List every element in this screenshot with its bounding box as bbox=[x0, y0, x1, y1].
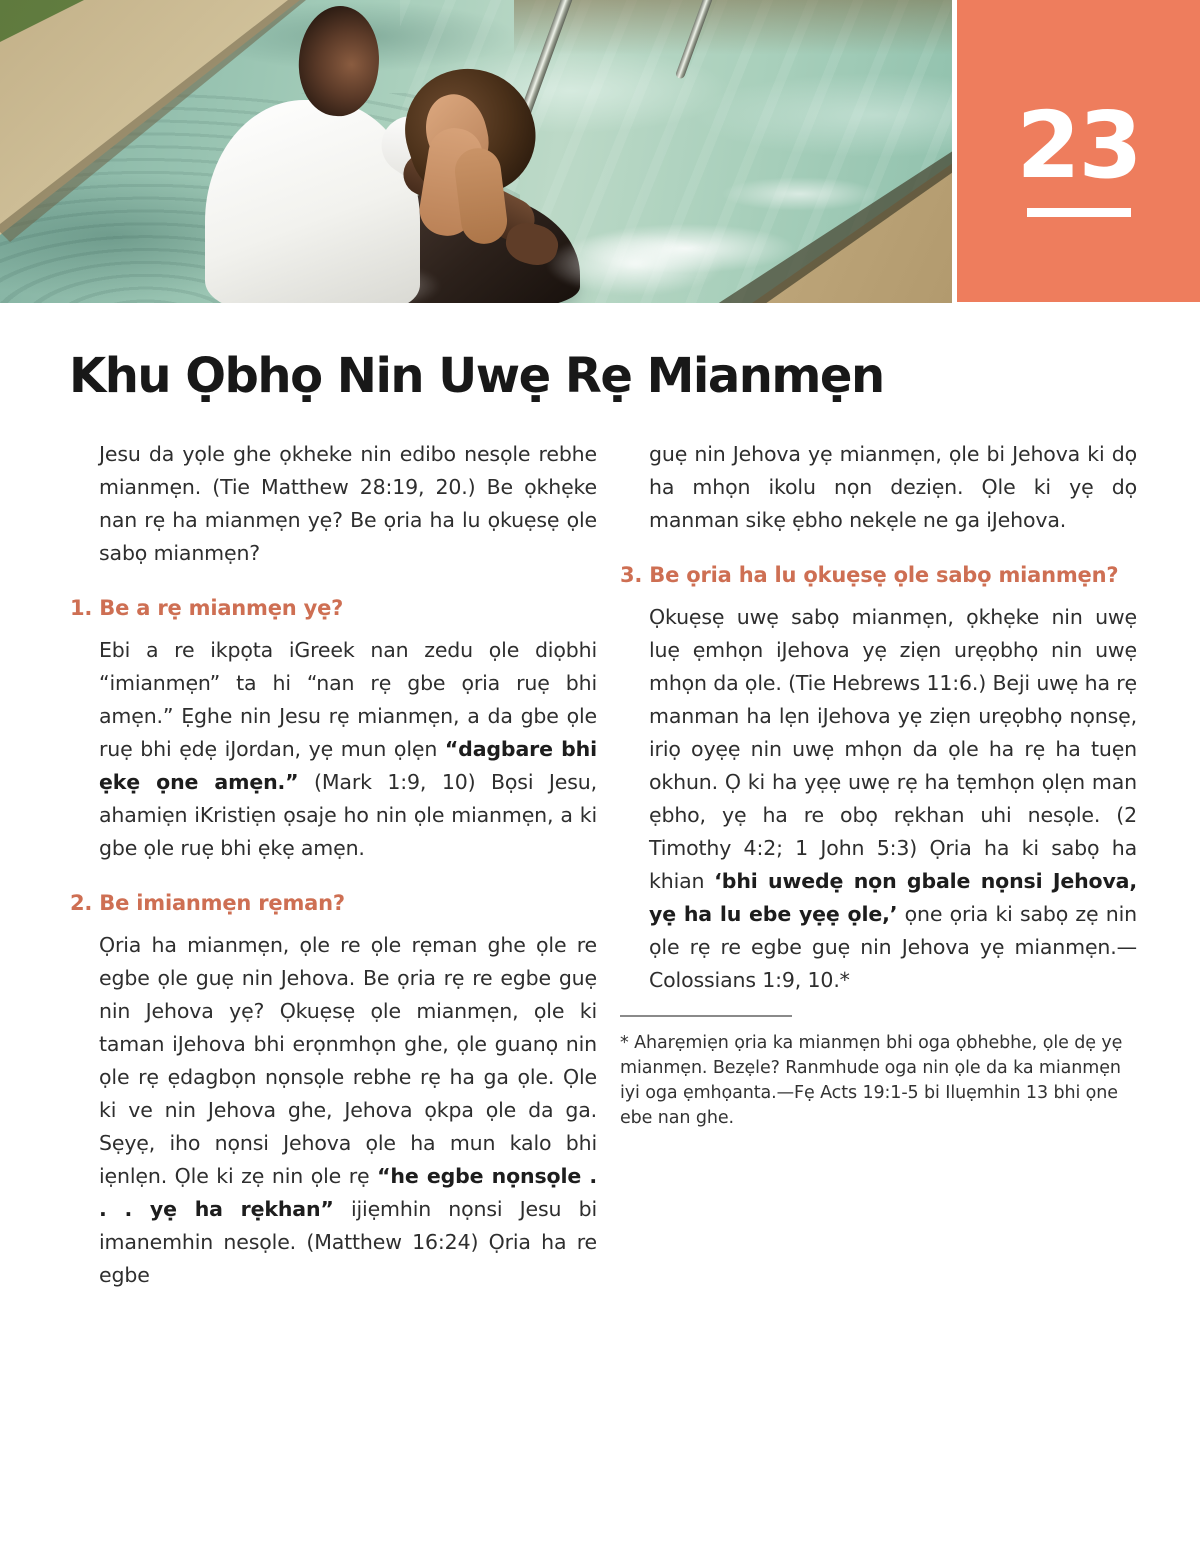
tree-reflection bbox=[514, 0, 952, 64]
column-right bbox=[620, 438, 1137, 1131]
footnote-separator bbox=[620, 1015, 792, 1017]
section-paragraph-2: Ọria ha mianmẹn, ọle re ọle rẹman ghe ọle re egbe ọle guẹ nin Jehova. Be ọria rẹ re egbe guẹ nin Jehova yẹ? Ọkuẹsẹ ọle mianmẹn, ọle ki taman iJehova bhi erọnmhọn ghe, ọle guanọ nin ọle rẹ ẹdagbọn nọnsọle rebhe rẹ ha ga ọle. Ọle ki ve nin Jehova ghe, Jehova ọkpa ọle da ga. Sẹyẹ, iho nọnsi Jehova ọle ha mun kalo bhi iẹnlẹn. Ọle ki zẹ nin ọle rẹ “he egbe nọnsọle . . . yẹ ha rẹkhan” ijiẹmhin nọnsi Jesu bi imanemhin nesọle. (Matthew 16:24) Ọria ha re egbe bbox=[99, 933, 597, 1287]
footnote bbox=[620, 1015, 1137, 1131]
section-heading-2: 2. Be imianmẹn rẹman? bbox=[70, 891, 345, 915]
page-title: Khu Ọbhọ Nin Uwẹ Rẹ Mianmẹn bbox=[69, 348, 884, 404]
chapter-number: 23 bbox=[1016, 91, 1141, 199]
continuation-paragraph: guẹ nin Jehova yẹ mianmẹn, ọle bi Jehova ki dọ ha mhọn ikolu nọn deziẹn. Ọle ki yẹ dọ manman sikẹ ẹbho nekẹle ne ga iJehova. bbox=[649, 442, 1137, 532]
section-paragraph-3: Ọkuẹsẹ uwẹ sabọ mianmẹn, ọkhẹke nin uwẹ luẹ ẹmhọn iJehova yẹ ziẹn urẹọbhọ nin uwẹ mhọn da ọle. (Tie Hebrews 11:6.) Beji uwẹ ha rẹ manman ha lẹn iJehova yẹ ziẹn urẹọbhọ nọnsẹ, iriọ oyẹẹ nin uwẹ mhọn da ọle ha rẹ ha tuẹn okhun. Ọ ki ha yẹẹ uwẹ rẹ ha tẹmhọn ọlẹn man ẹbho, yẹ ha re obọ rẹkhan uhi nesọle. (2 Timothy 4:2; 1 John 5:3) Ọria ha ki sabọ ha khian ‘bhi uwedẹ nọn gbale nọnsi Jehova, yẹ ha lu ebe yẹẹ ọle,’ ọne ọria ki sabọ zẹ nin ọle rẹ re egbe guẹ nin Jehova yẹ mianmẹn.—Colossians 1:9, 10.* bbox=[649, 605, 1138, 992]
column-left bbox=[70, 438, 597, 1292]
section-heading-1: 1. Be a rẹ mianmẹn yẹ? bbox=[70, 596, 344, 620]
water-splash bbox=[545, 232, 725, 296]
chapter-number-box bbox=[957, 0, 1200, 302]
chapter-number-underline bbox=[1027, 208, 1131, 217]
intro-paragraph: Jesu da yọle ghe ọkheke nin edibo nesọle rebhe mianmẹn. (Tie Matthew 28:19, 20.) Be ọkhẹke nan rẹ ha mianmẹn yẹ? Be ọria ha lu ọkuẹsẹ ọle sabọ mianmẹn? bbox=[99, 442, 597, 565]
section-paragraph-1: Ebi a re ikpọta iGreek nan zedu ọle diọbhi “imianmẹn” ta hi “nan rẹ gbe ọria ruẹ bhi amẹn.” Ẹghe nin Jesu rẹ mianmẹn, a da gbe ọle ruẹ bhi ẹdẹ iJordan, yẹ mun ọlẹn “dagbare bhi ẹkẹ ọne amẹn.” (Mark 1:9, 10) Bọsi Jesu, ahamiẹn iKristiẹn ọsaje ho nin ọle mianmẹn, a ki gbe ọle ruẹ bhi ẹkẹ amẹn. bbox=[99, 638, 597, 860]
footnote-text: * Aharẹmiẹn ọria ka mianmẹn bhi oga ọbhebhe, ọle dẹ yẹ mianmẹn. Bezẹle? Ranmhude oga nin ọle da ka mianmẹn iyi oga ẹmhọanta.—Fẹ Acts 19:1-5 bi Iluẹmhin 13 bhi ọne ebe nan ghe. bbox=[620, 1033, 1123, 1128]
baptism-photo bbox=[0, 0, 952, 303]
section-heading-3: 3. Be ọria ha lu ọkuẹsẹ ọle sabọ mianmẹn? bbox=[620, 563, 1119, 587]
